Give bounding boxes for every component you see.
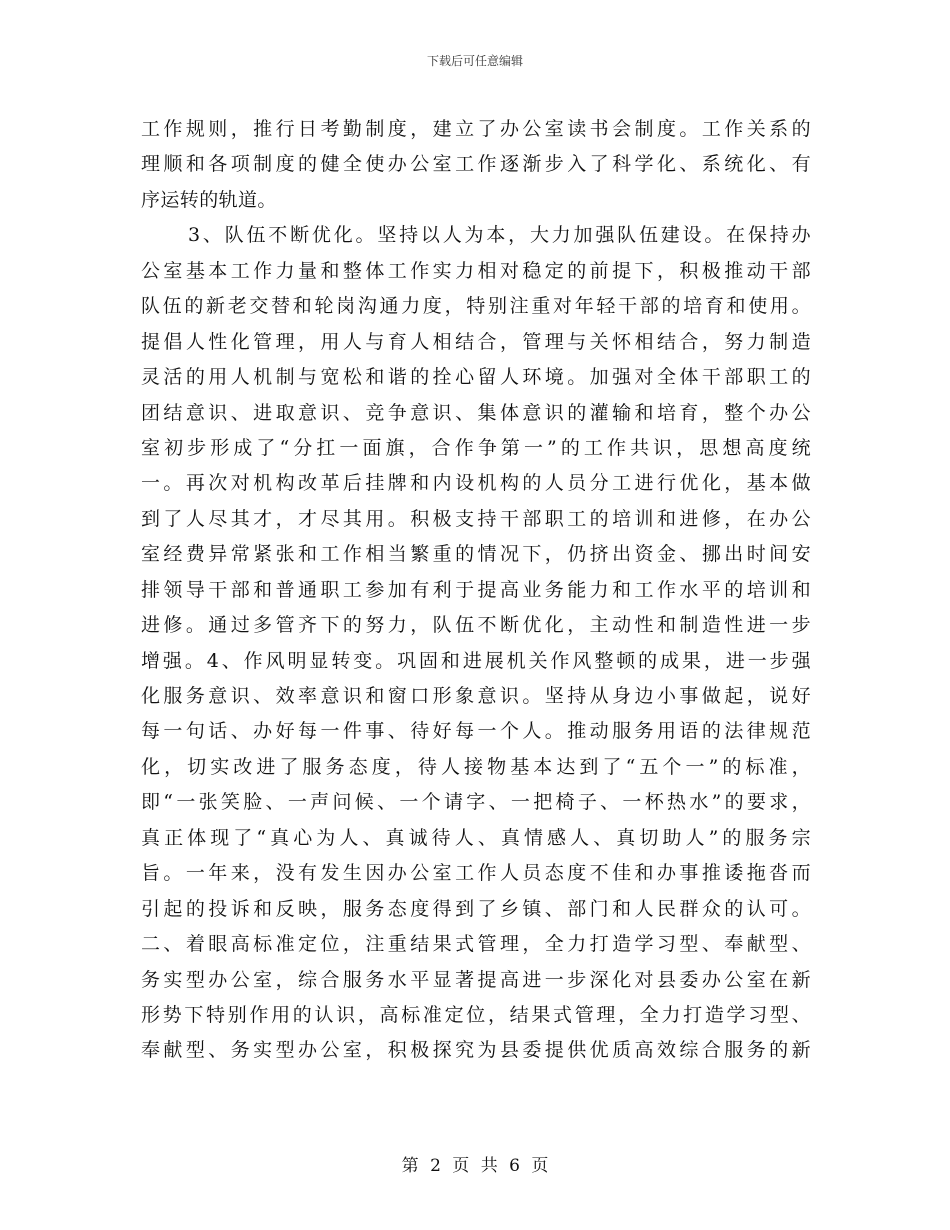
text-line: 奉献型、务实型办公室，积极探究为县委提供优质高效综合服务的新	[141, 1039, 811, 1062]
text-line: 增强。4、作风明显转变。巩固和进展机关作风整顿的成果，进一步强	[141, 649, 811, 672]
text-line: 进修。通过多管齐下的努力，队伍不断优化，主动性和制造性进一步	[141, 614, 811, 637]
page-header: 下载后可任意编辑	[426, 54, 523, 68]
text-line: 一。再次对机构改革后挂牌和内设机构的人员分工进行优化，基本做	[141, 472, 811, 495]
text-line: 3、队伍不断优化。坚持以人为本，大力加强队伍建设。在保持办	[188, 224, 811, 247]
text-line: 务实型办公室，综合服务水平显著提高进一步深化对县委办公室在新	[141, 968, 811, 991]
text-line: 旨。一年来，没有发生因办公室工作人员态度不佳和办事推诿拖沓而	[141, 862, 811, 885]
text-line: 真正体现了“真心为人、真诚待人、真情感人、真切助人”的服务宗	[141, 826, 811, 849]
text-line: 每一句话、办好每一件事、待好每一个人。推动服务用语的法律规范	[141, 720, 811, 743]
document-body	[141, 112, 811, 1069]
text-line: 公室基本工作力量和整体工作实力相对稳定的前提下，积极推动干部	[141, 259, 811, 282]
text-line: 排领导干部和普通职工参加有利于提高业务能力和工作水平的培训和	[141, 578, 811, 601]
text-line: 提倡人性化管理，用人与育人相结合，管理与关怀相结合，努力制造	[141, 330, 811, 353]
text-line: 形势下特别作用的认识，高标准定位，结果式管理，全力打造学习型、	[141, 1003, 811, 1026]
text-line: 引起的投诉和反映，服务态度得到了乡镇、部门和人民群众的认可。	[141, 897, 811, 920]
text-line: 灵活的用人机制与宽松和谐的拴心留人环境。加强对全体干部职工的	[141, 366, 811, 389]
text-line: 序运转的轨道。	[141, 188, 277, 211]
page-number: 第 2 页 共 6 页	[401, 1156, 549, 1176]
text-line: 工作规则，推行日考勤制度，建立了办公室读书会制度。工作关系的	[141, 118, 811, 140]
text-line: 室经费异常紧张和工作相当繁重的情况下，仍挤出资金、挪出时间安	[141, 543, 811, 566]
text-line: 室初步形成了“分扛一面旗，合作争第一”的工作共识，思想高度统	[141, 436, 811, 459]
text-line: 即“一张笑脸、一声问候、一个请字、一把椅子、一杯热水”的要求，	[141, 791, 811, 814]
text-line: 团结意识、进取意识、竞争意识、集体意识的灌输和培育，整个办公	[141, 401, 811, 424]
text-line: 二、着眼高标准定位，注重结果式管理，全力打造学习型、奉献型、	[141, 933, 811, 956]
text-line: 化服务意识、效率意识和窗口形象意识。坚持从身边小事做起，说好	[141, 685, 811, 707]
text-line: 化，切实改进了服务态度，待人接物基本达到了“五个一”的标准，	[141, 755, 811, 778]
text-line: 到了人尽其才，才尽其用。积极支持干部职工的培训和进修，在办公	[141, 507, 811, 530]
text-line: 理顺和各项制度的健全使办公室工作逐渐步入了科学化、系统化、有	[141, 153, 811, 176]
text-line: 队伍的新老交替和轮岗沟通力度，特别注重对年轻干部的培育和使用。	[141, 295, 811, 318]
